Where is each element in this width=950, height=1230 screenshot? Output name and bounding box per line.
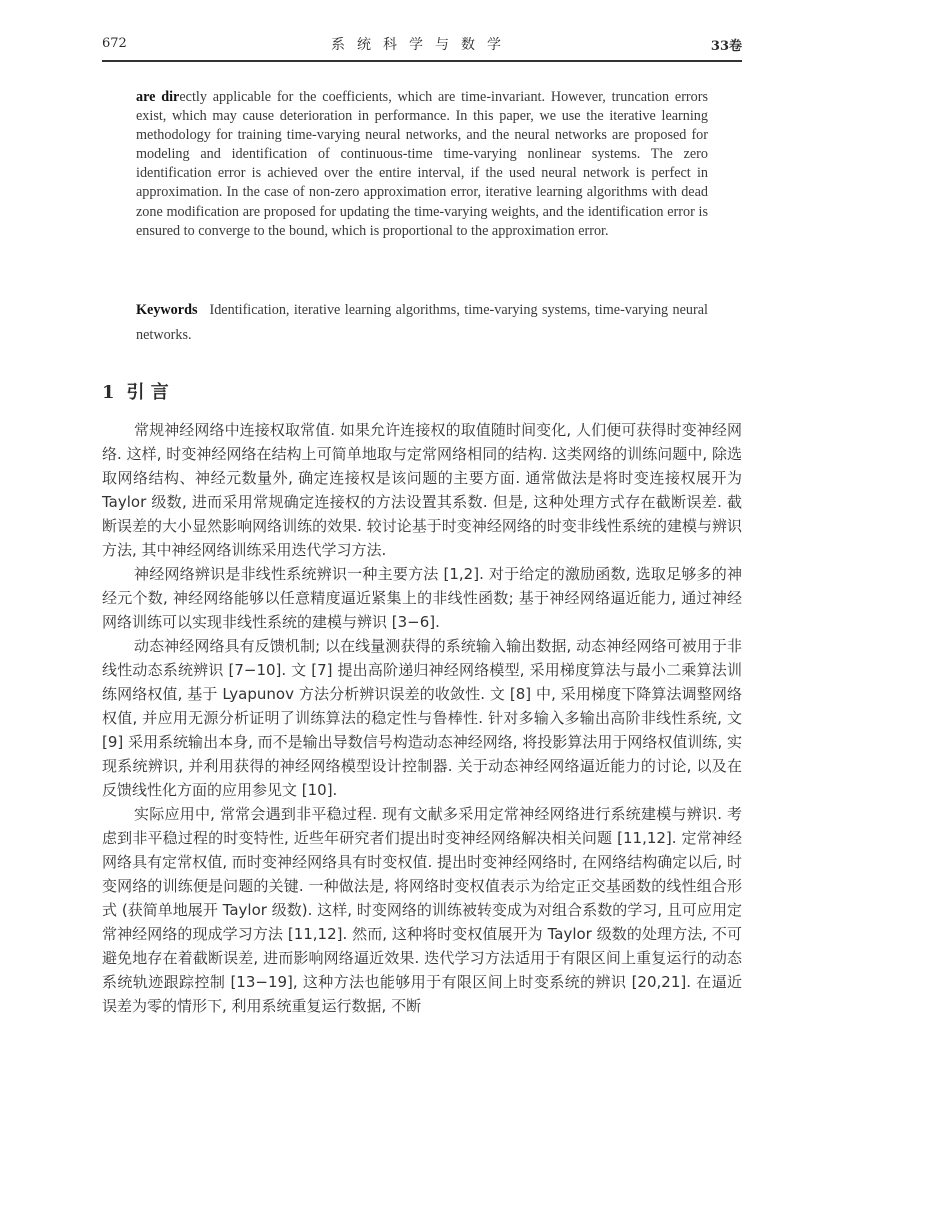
volume-label: 33卷 [710,39,742,54]
paragraph: 神经网络辨识是非线性系统辨识一种主要方法 [1,2]. 对于给定的激励函数, 选取足够多的神经元个数, 神经网络能够以任意精度逼近紧集上的非线性函数; 基于神经网络逼近能力, 通过神经网络训练可以实现非线性系统的建模与辨识 [3−6]. [102,565,742,631]
header-rule [102,60,742,62]
keywords [136,298,708,348]
paragraph: 实际应用中, 常常会遇到非平稳过程. 现有文献多采用定常神经网络进行系统建模与辨识. 考虑到非平稳过程的时变特性, 近些年研究者们提出时变神经网络解决相关问题 [11,12]. 定常神经网络具有定常权值, 而时变神经网络具有时变权值. 提出时变神经网络时, 在网络结构确定以后, 时变网络的训练便是问题的关键. 一种做法是, 将网络时变权值表示为给定正交基函数的线性组合形式 (获简单地展开 Taylor 级数). 这样, 时变网络的训练被转变成为对组合系数的学习, 且可应用定常神经网络的现成学习方法 [11,12]. 然而, 这种将时变权值展开为 Taylor 级数的处理方法, 不可避免地存在着截断误差, 进而影响网络逼近效果. 迭代学习方法适用于有限区间上重复运行的动态系统轨迹跟踪控制 [13−19], 这种方法也能够用于有限区间上时变系统的辨识 [20,21]. 在逼近误差为零的情形下, 利用系统重复运行数据, 不断 [102,805,742,1015]
running-header [102,30,742,60]
page-number: 672 [102,36,127,51]
section-heading [102,378,169,404]
journal-title: 系统科学与数学 [331,37,513,53]
section-number: 1 [102,382,115,403]
keywords-label: Keywords [136,302,198,318]
section-title: 引 言 [126,382,169,403]
body-text [102,418,742,1018]
abstract-lead: are dir [136,89,180,105]
abstract-body: ectly applicable for the coefficients, which are time-invariant. However, truncation errors exist, which may cause deterioration in performance. In this paper, we use the iterative learning methodology for training time-varying neural networks, and the neural networks are proposed for modeling and identification of continuous-time time-varying nonlinear systems. The zero identification error is achieved over the entire interval, if the used neural network is perfect in approximation. In the case of non-zero approximation error, iterative learning algorithms with dead zone modification are proposed for updating the time-varying weights, and the identification error is ensured to converge to the bound, which is proportional to the approximation error. [136,89,708,239]
abstract-text [136,88,708,241]
paragraph: 动态神经网络具有反馈机制; 以在线量测获得的系统输入输出数据, 动态神经网络可被用于非线性动态系统辨识 [7−10]. 文 [7] 提出高阶递归神经网络模型, 采用梯度算法与最小二乘算法训练网络权值, 基于 Lyapunov 方法分析辨识误差的收敛性. 文 [8] 中, 采用梯度下降算法调整网络权值, 并应用无源分析证明了训练算法的稳定性与鲁棒性. 针对多输入多输出高阶非线性系统, 文 [9] 采用系统输出本身, 而不是输出导数信号构造动态神经网络, 将投影算法用于网络权值训练, 实现系统辨识, 并利用获得的神经网络模型设计控制器. 关于动态神经网络逼近能力的讨论, 以及在反馈线性化方面的应用参见文 [10]. [102,637,742,799]
paragraph: 常规神经网络中连接权取常值. 如果允许连接权的取值随时间变化, 人们便可获得时变神经网络. 这样, 时变神经网络在结构上可简单地取与定常网络相同的结构. 这类网络的训练问题中, 除选取网络结构、神经元数量外, 确定连接权是该问题的主要方面. 通常做法是将时变连接权展开为 Taylor 级数, 进而采用常规确定连接权的方法设置其系数. 但是, 这种处理方式存在截断误差. 截断误差的大小显然影响网络训练的效果. 较讨论基于时变神经网络的时变非线性系统的建模与辨识方法, 其中神经网络训练采用迭代学习方法. [102,421,742,559]
keywords-text: Identification, iterative learning algorithms, time-varying systems, time-varying neural networks. [136,302,708,343]
